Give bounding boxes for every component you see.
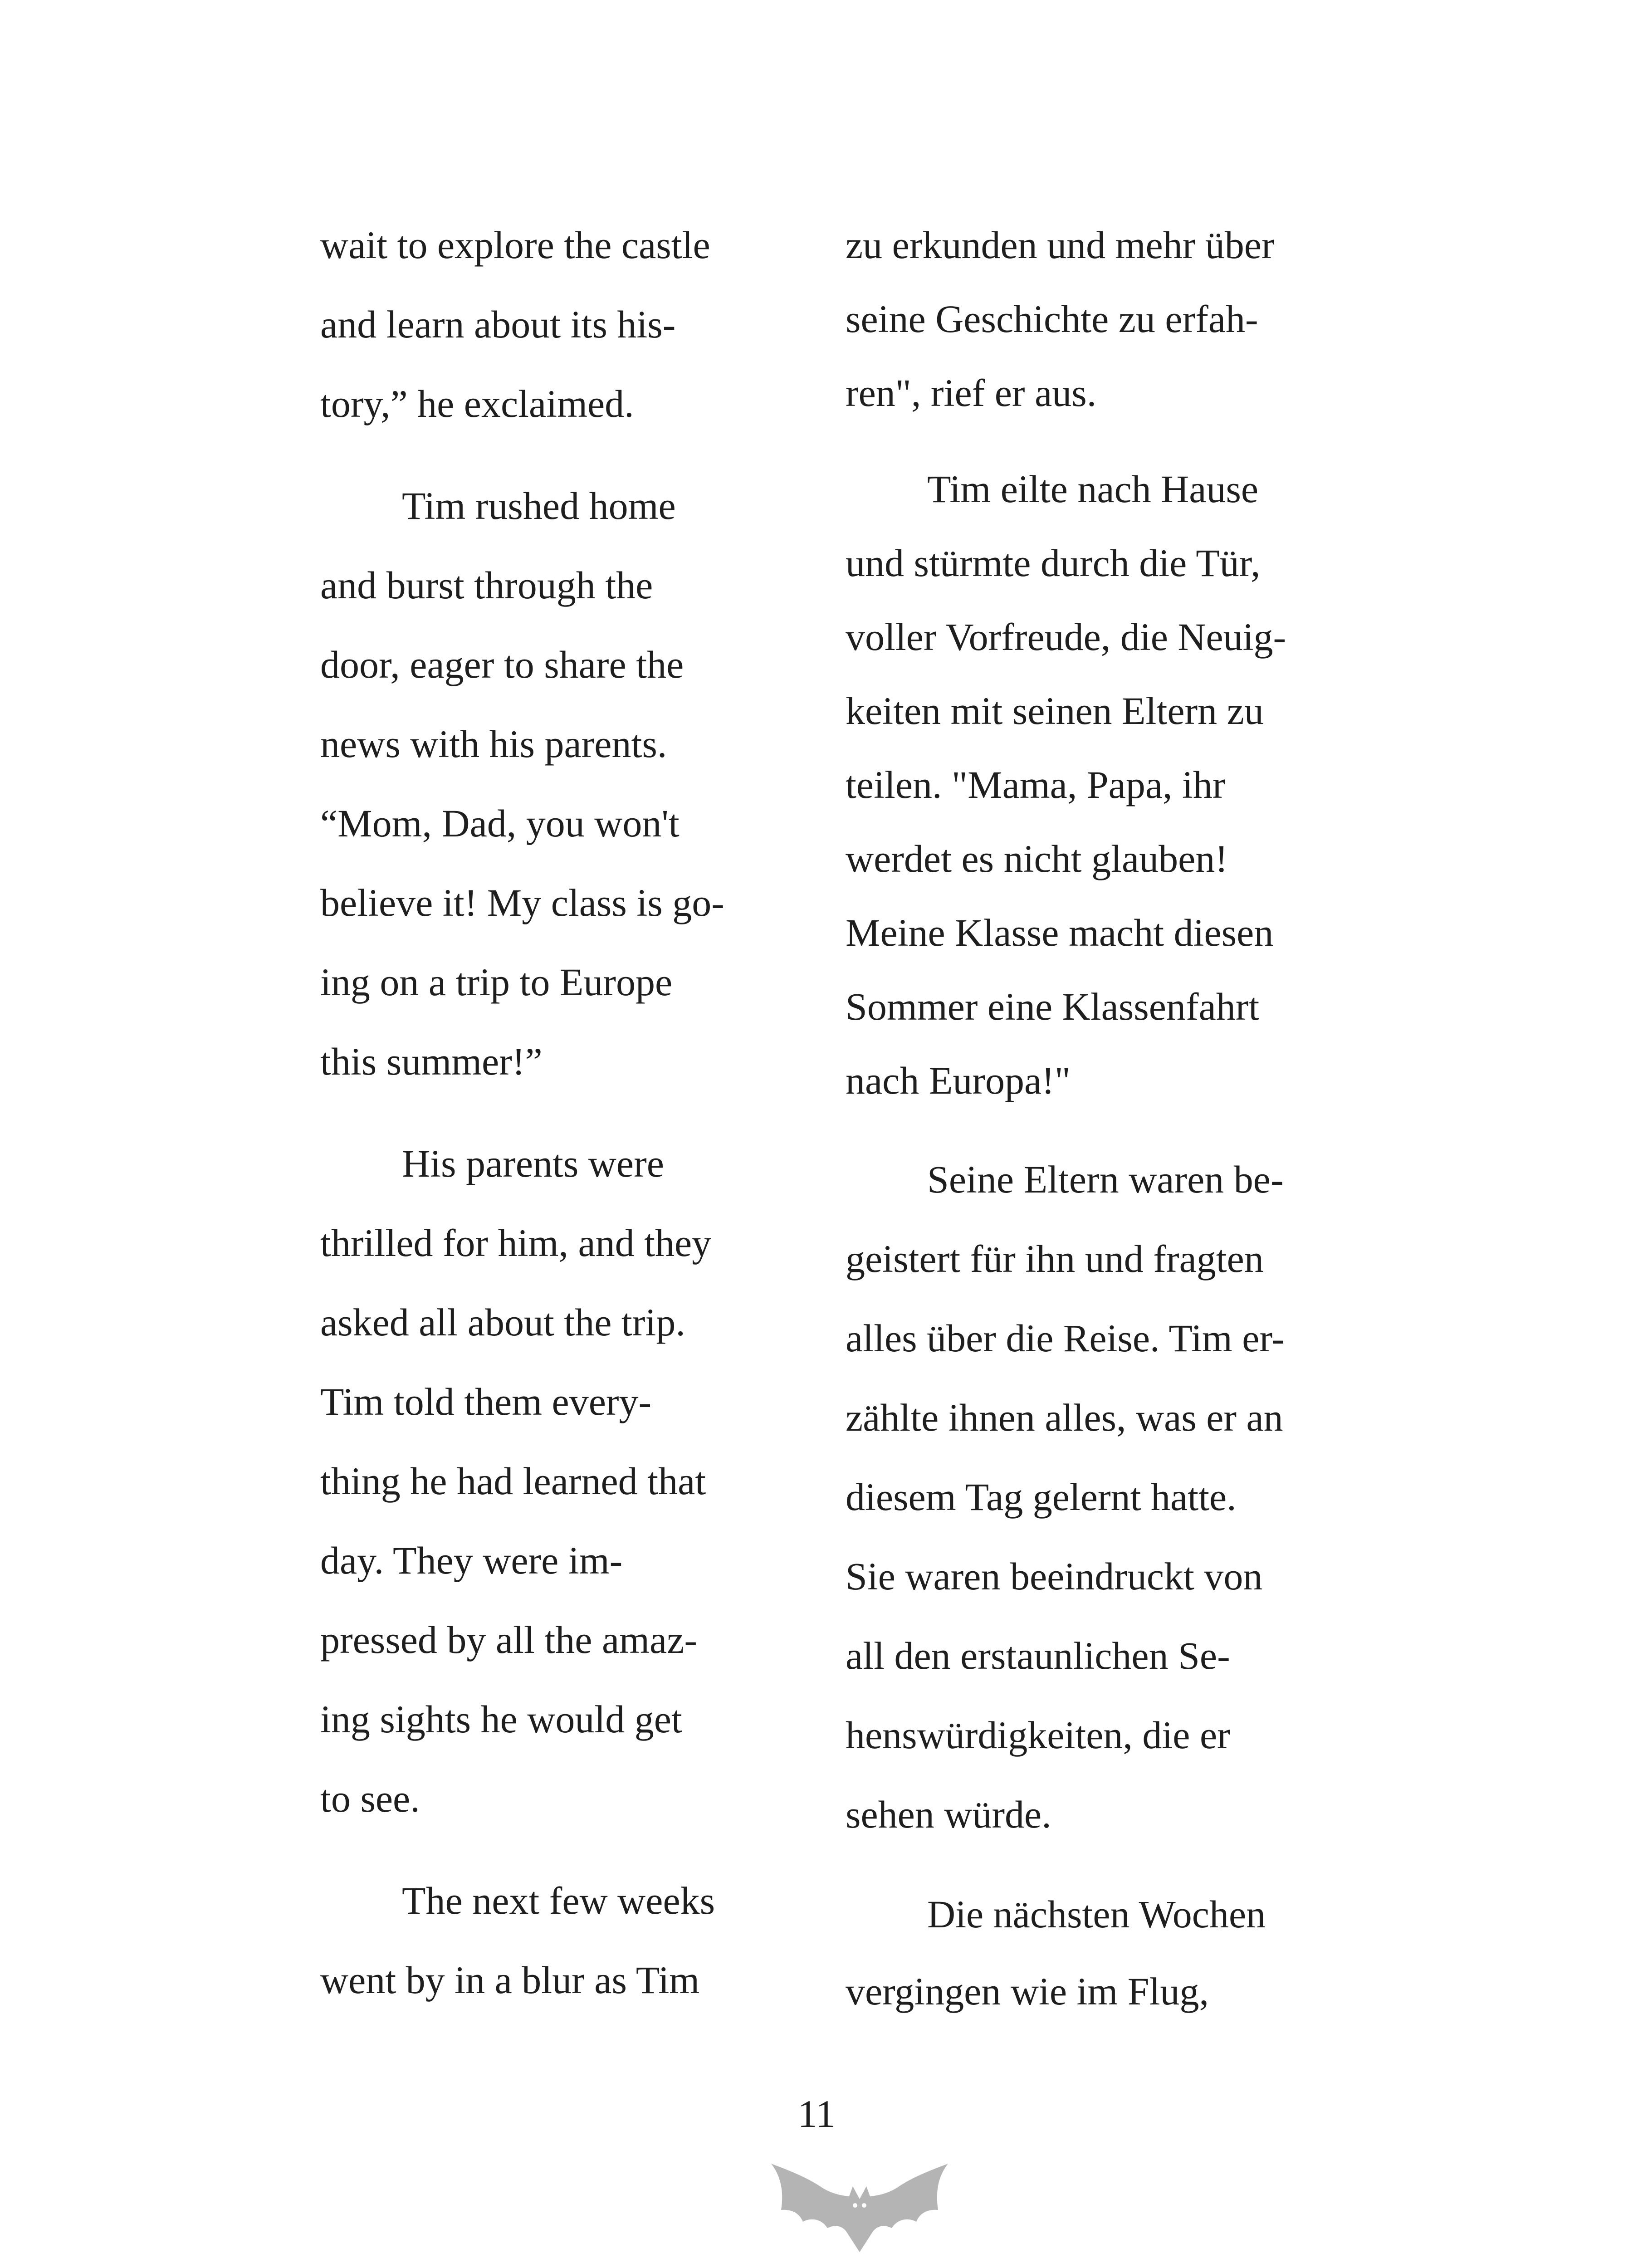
german-line: geistert für ihn und fragten <box>846 1237 1264 1281</box>
german-line: Meine Klasse macht diesen <box>846 911 1274 954</box>
english-line: and learn about its his- <box>320 303 676 346</box>
bat-icon <box>771 2164 948 2254</box>
german-line: Sommer eine Klassenfahrt <box>846 985 1260 1028</box>
english-line: pressed by all the amaz- <box>320 1618 697 1662</box>
german-line: zu erkunden und mehr über <box>846 223 1275 267</box>
english-column <box>320 0 810 2002</box>
german-line: voller Vorfreude, die Neuig- <box>846 615 1286 659</box>
english-line: “Mom, Dad, you won't <box>320 802 680 845</box>
german-line: teilen. "Mama, Papa, ihr <box>846 763 1226 807</box>
german-line: nach Europa!" <box>846 1059 1071 1102</box>
english-line: thrilled for him, and they <box>320 1221 712 1265</box>
german-line: ren", rief er aus. <box>846 371 1097 415</box>
german-line: werdet es nicht glauben! <box>846 837 1228 880</box>
english-line: door, eager to share the <box>320 643 684 686</box>
english-line: Tim rushed home <box>402 484 676 528</box>
german-line: zählte ihnen alles, was er an <box>846 1396 1283 1439</box>
english-line: ing on a trip to Europe <box>320 960 673 1004</box>
german-line: vergingen wie im Flug, <box>846 1970 1209 2013</box>
german-line: Tim eilte nach Hause <box>927 467 1259 511</box>
german-line: sehen würde. <box>846 1793 1051 1836</box>
english-line: tory,” he exclaimed. <box>320 382 634 425</box>
english-line: day. They were im- <box>320 1539 623 1582</box>
german-line: all den erstaunlichen Se- <box>846 1634 1230 1677</box>
english-line: His parents were <box>402 1142 664 1185</box>
english-line: news with his parents. <box>320 722 667 766</box>
german-line: alles über die Reise. Tim er- <box>846 1316 1285 1360</box>
german-line: und stürmte durch die Tür, <box>846 541 1261 585</box>
german-column <box>846 0 1367 2013</box>
english-line: The next few weeks <box>402 1879 715 1922</box>
german-line: Die nächsten Wochen <box>927 1892 1266 1936</box>
english-line: went by in a blur as Tim <box>320 1958 700 2002</box>
english-line: and burst through the <box>320 563 653 607</box>
english-line: wait to explore the castle <box>320 223 710 267</box>
page-number: 11 <box>797 2092 836 2136</box>
english-line: ing sights he would get <box>320 1697 682 1741</box>
english-line: Tim told them every- <box>320 1380 652 1423</box>
german-line: diesem Tag gelernt hatte. <box>846 1475 1237 1519</box>
german-line: Seine Eltern waren be- <box>927 1158 1284 1201</box>
german-line: seine Geschichte zu erfah- <box>846 297 1258 341</box>
english-line: thing he had learned that <box>320 1459 706 1503</box>
german-line: henswürdigkeiten, die er <box>846 1713 1230 1757</box>
german-line: Sie waren beeindruckt von <box>846 1554 1263 1598</box>
english-line: this summer!” <box>320 1040 543 1083</box>
german-line: keiten mit seinen Eltern zu <box>846 689 1264 733</box>
english-line: believe it! My class is go- <box>320 881 724 924</box>
english-line: to see. <box>320 1777 420 1820</box>
english-line: asked all about the trip. <box>320 1300 685 1344</box>
